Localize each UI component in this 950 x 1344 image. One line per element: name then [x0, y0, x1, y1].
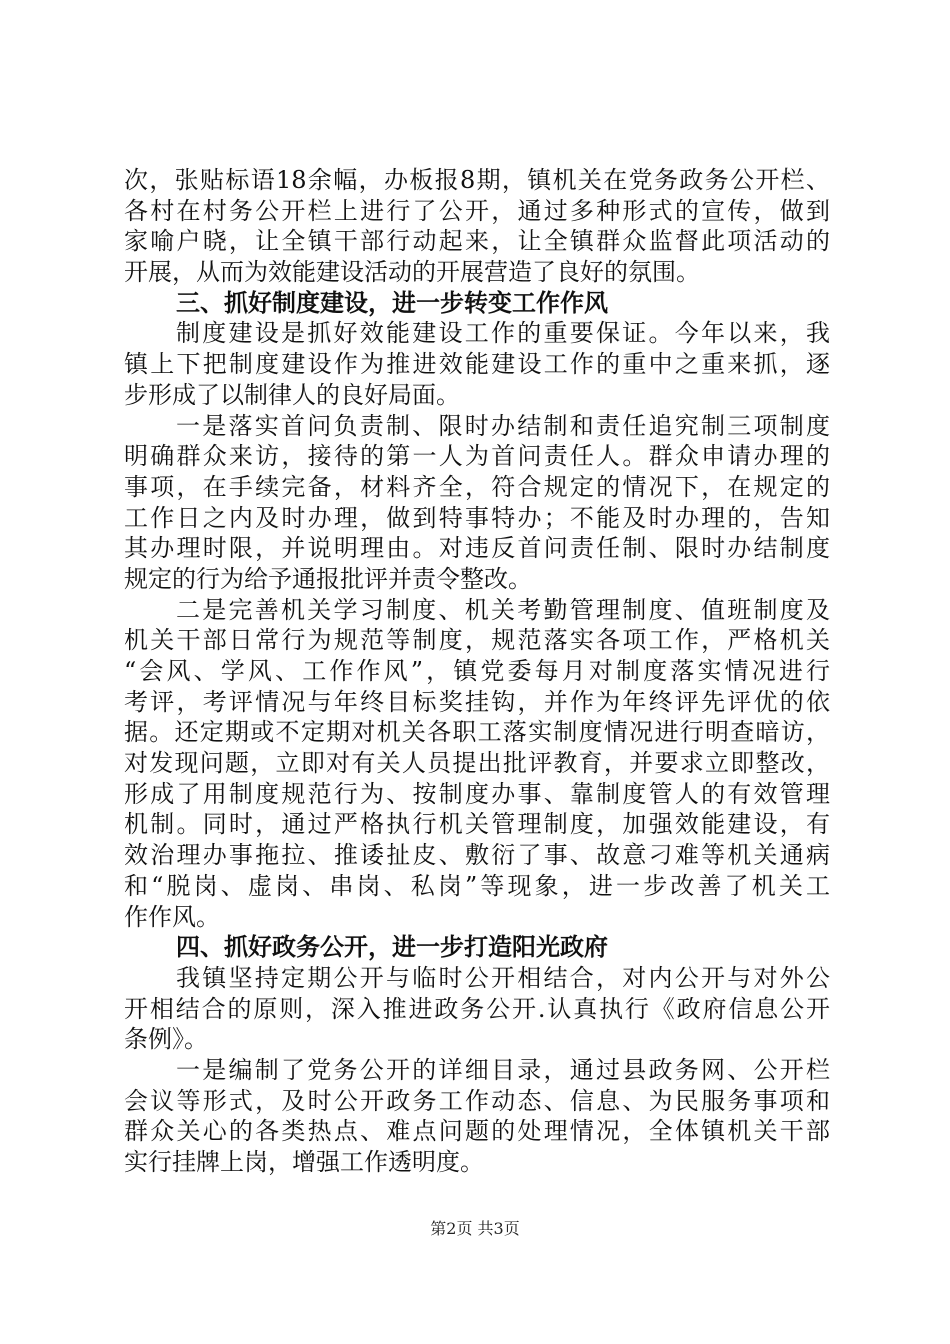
- text-line: 作作风。: [124, 902, 220, 931]
- text-line: 事项，在手续完备，材料齐全，符合规定的情况下，在规定的: [124, 472, 830, 501]
- text-line: 次，张贴标语18余幅，办板报8期，镇机关在党务政务公开栏、: [124, 166, 830, 194]
- section-heading: 三、抓好制度建设，进一步转变工作作风: [176, 288, 608, 317]
- paragraph: [124, 411, 830, 595]
- text-line: 一是落实首问负责制、限时办结制和责任追究制三项制度: [176, 411, 830, 440]
- text-line: 和“脱岗、虚岗、串岗、私岗”等现象，进一步改善了机关工: [124, 871, 830, 900]
- text-line: 效治理办事拖拉、推诿扯皮、敷衍了事、故意刁难等机关通病: [124, 841, 830, 870]
- text-line: 我镇坚持定期公开与临时公开相结合，对内公开与对外公: [176, 963, 830, 992]
- paragraph: [124, 963, 830, 1055]
- paragraph: [124, 318, 830, 410]
- document-body: [124, 165, 830, 1178]
- text-line: 会议等形式，及时公开政务工作动态、信息、为民服务事项和: [124, 1086, 830, 1115]
- text-line: 对发现问题，立即对有关人员提出批评教育，并要求立即整改，: [124, 749, 830, 778]
- text-line: 机关干部日常行为规范等制度，规范落实各项工作，严格机关: [124, 626, 830, 655]
- text-line: 条例》。: [124, 1025, 208, 1054]
- text-line: 步形成了以制律人的良好局面。: [124, 380, 460, 409]
- text-line: 镇上下把制度建设作为推进效能建设工作的重中之重来抓，逐: [124, 350, 830, 379]
- text-line: 工作日之内及时办理，做到特事特办；不能及时办理的，告知: [124, 503, 830, 532]
- text-line: 二是完善机关学习制度、机关考勤管理制度、值班制度及: [176, 595, 830, 624]
- paragraph: [124, 1055, 830, 1178]
- text-line: “会风、学风、工作作风”，镇党委每月对制度落实情况进行: [124, 657, 830, 685]
- text-line: 机制。同时，通过严格执行机关管理制度，加强效能建设，有: [124, 810, 830, 839]
- text-line: 群众关心的各类热点、难点问题的处理情况，全体镇机关干部: [124, 1117, 830, 1146]
- text-line: 一是编制了党务公开的详细目录，通过县政务网、公开栏: [176, 1055, 830, 1084]
- text-line: 考评，考评情况与年终目标奖挂钩，并作为年终评先评优的依: [124, 687, 830, 716]
- text-line: 其办理时限，并说明理由。对违反首问责任制、限时办结制度: [124, 534, 830, 563]
- page-number: 第2页 共3页: [430, 1219, 520, 1238]
- text-line: 家喻户晓，让全镇干部行动起来，让全镇群众监督此项活动的: [124, 227, 830, 256]
- text-line: 据。还定期或不定期对机关各职工落实制度情况进行明查暗访，: [124, 718, 830, 747]
- text-line: 明确群众来访，接待的第一人为首问责任人。群众申请办理的: [124, 442, 830, 471]
- section-heading: 四、抓好政务公开，进一步打造阳光政府: [176, 933, 608, 962]
- text-line: 各村在村务公开栏上进行了公开，通过多种形式的宣传，做到: [124, 196, 830, 225]
- text-line: 开展，从而为效能建设活动的开展营造了良好的氛围。: [124, 258, 700, 287]
- paragraph: [124, 165, 830, 288]
- text-line: 开相结合的原则，深入推进政务公开.认真执行《政府信息公开: [124, 994, 830, 1023]
- paragraph: [124, 595, 830, 933]
- text-line: 实行挂牌上岗，增强工作透明度。: [124, 1148, 484, 1176]
- text-line: 规定的行为给予通报批评并责令整改。: [124, 564, 532, 593]
- text-line: 制度建设是抓好效能建设工作的重要保证。今年以来，我: [176, 319, 830, 348]
- text-line: 形成了用制度规范行为、按制度办事、靠制度管人的有效管理: [124, 779, 830, 808]
